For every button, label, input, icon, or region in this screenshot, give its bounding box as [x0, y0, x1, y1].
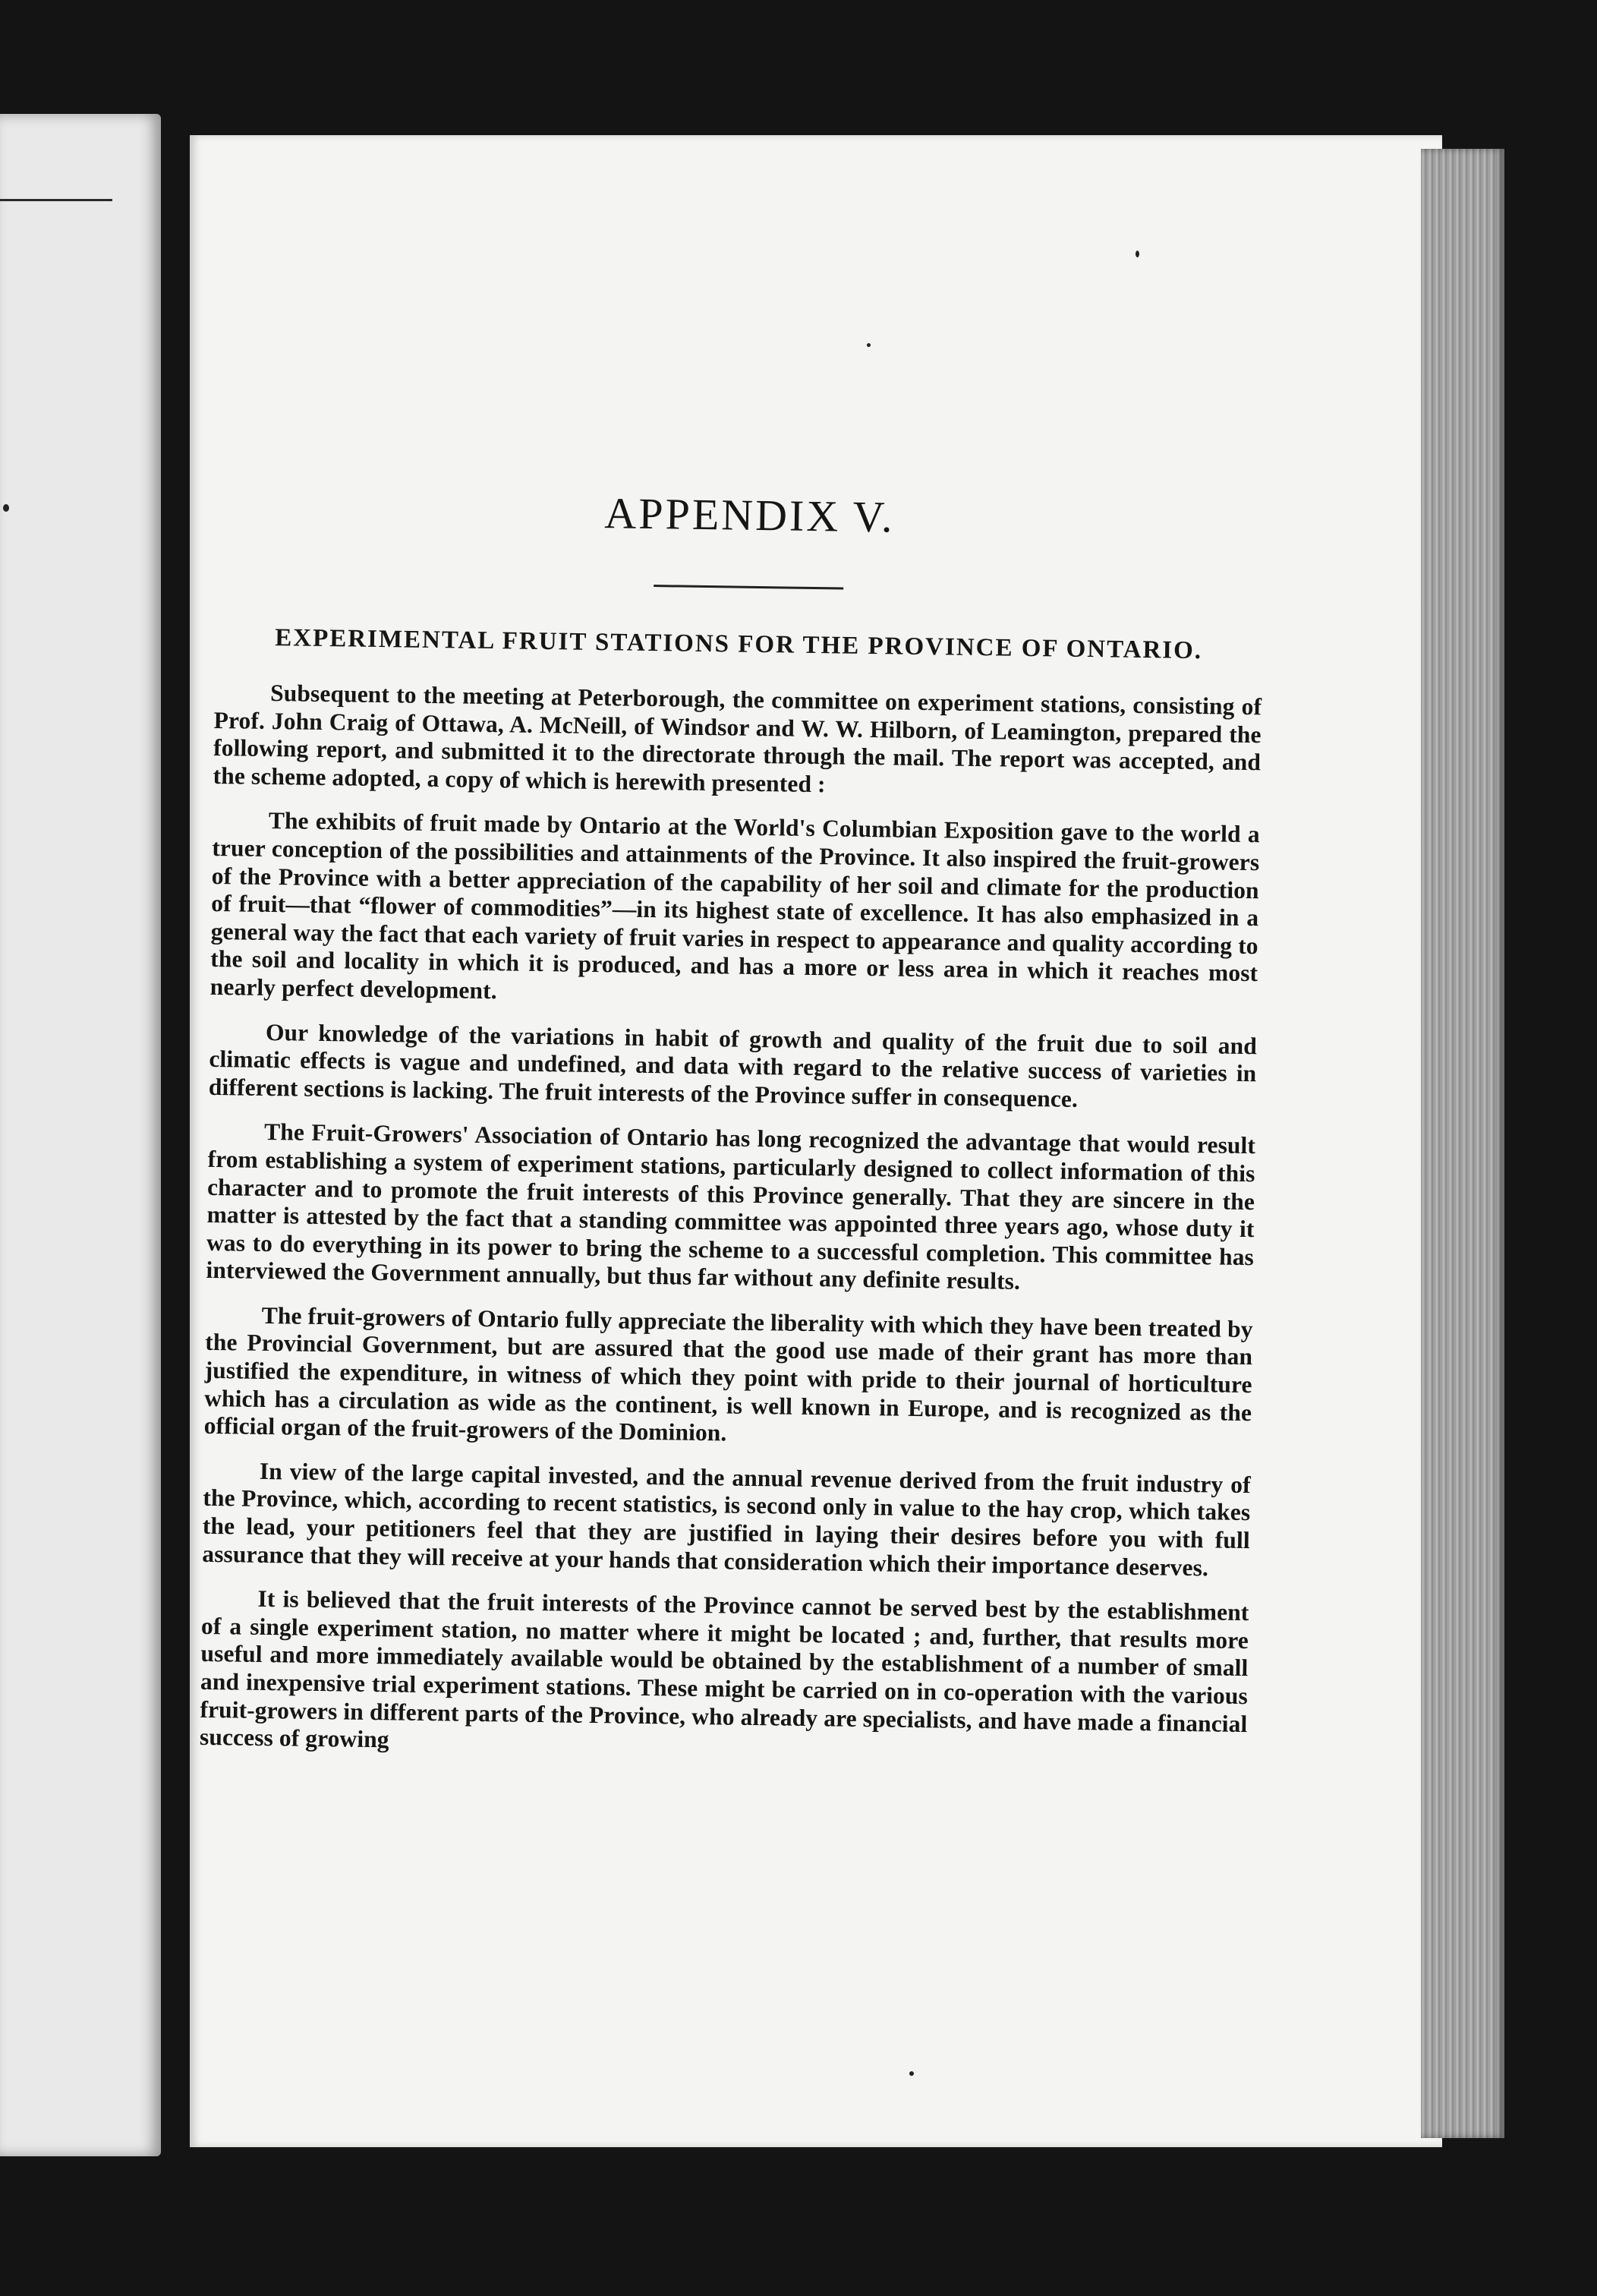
appendix-title: APPENDIX V. [604, 488, 896, 542]
paragraph: Subsequent to the meeting at Peterborough, the committee on experiment stations, consisting of Prof. John Craig of Ottawa, A. McNeill, of Windsor and W. W. Hilborn, of Leamington, prepared the following report, and submitted it to the directorate through the mail. The report was accepted, and the scheme adopted, a copy of which is herewith presented : [213, 680, 1262, 798]
paragraph: The exhibits of fruit made by Ontario at the World's Columbian Exposition gave to the world a truer conception of the possibilities and attainments of the Province. It also inspired the fruit-growers of the Province with a better appreciation of the capability of her soil and climate for the production of fruit—that “flower of commodities”—in its highest state of excellence. It has also emphasized in a general way the fact that each variety of fruit varies in respect to appearance and quality according to the soil and locality in which it is produced, and has a more or less area in which it reaches most nearly perfect development. [209, 807, 1260, 1004]
paragraph: It is believed that the fruit interests of the Province cannot be served best by the establishment of a single experiment station, no matter where it might be located ; and, further, that results more useful and more immediately available would be obtained by the establishment of a number of small and inexpensive trial experiment stations. These might be carried on in co-operation with the various fruit-growers in different parts of the Province, who already are specialists, and have made a financial success of growing [199, 1585, 1249, 1753]
section-heading: EXPERIMENTAL FRUIT STATIONS FOR THE PROVINCE OF ONTARIO. [274, 624, 1203, 665]
title-rule [654, 585, 843, 589]
body-text [200, 679, 1262, 1766]
ink-speck [867, 343, 871, 347]
paragraph: Our knowledge of the variations in habit of growth and quality of the fruit due to soil and climatic effects is vague and undefined, and data with regard to the relative success of varieties in different sections is lacking. The fruit interests of the Province suffer in consequence. [208, 1018, 1258, 1112]
ink-speck [909, 2071, 914, 2076]
facing-page [0, 114, 161, 2156]
paragraph: The fruit-growers of Ontario fully appreciate the liberality with which they have been treated by the Provincial Government, but are assured that the good use made of their grant has more than justified the expenditure, in witness of which they point with pride to their journal of horticulture which has a circulation as wide as the continent, is well known in Europe, and is recognized as the official organ of the fruit-growers of the Dominion. [203, 1301, 1253, 1446]
page-content [199, 486, 1264, 1783]
paragraph: The Fruit-Growers' Association of Ontario has long recognized the advantage that would result from establishing a system of experiment stations, particularly designed to collect information of this character and to promote the fruit interests of this Province generally. That they are sincere in the matter is attested by the fact that a standing committee was appointed three years ago, whose duty it was to do everything in its power to bring the scheme to a successful completion. This committee has interviewed the Government annually, but thus far without any definite results. [206, 1118, 1256, 1295]
facing-page-mark [3, 504, 9, 512]
paragraph: In view of the large capital invested, and the annual revenue derived from the fruit industry of the Province, which, according to recent statistics, is second only in value to the hay crop, which takes the lead, your petitioners feel that they are justified in laying their desires before you with full assurance that they will receive at your hands that consideration which their importance deserves. [202, 1457, 1252, 1581]
facing-page-rule [0, 199, 112, 201]
page-stack-edge [1421, 149, 1504, 2138]
ink-speck [1136, 251, 1139, 257]
